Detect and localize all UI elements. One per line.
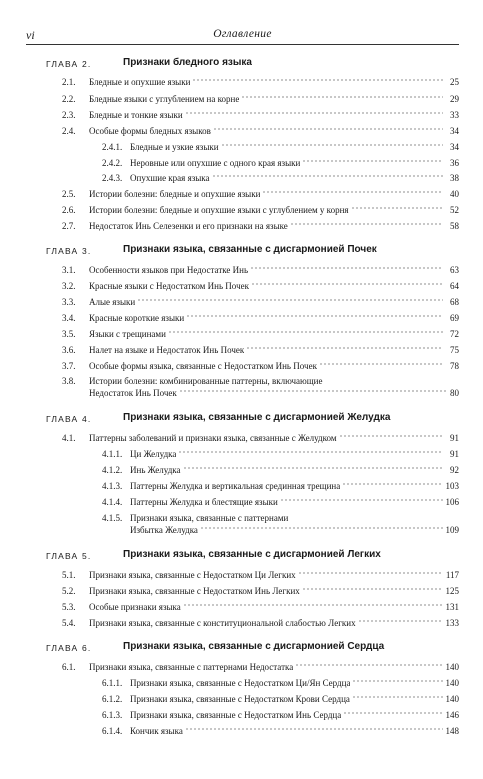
toc-subentry[interactable] xyxy=(102,678,459,692)
dot-leader xyxy=(352,694,443,700)
chapter-title: Признаки языка, связанные с дисгармонией Легких xyxy=(123,549,381,560)
entry-number: 2.4. xyxy=(62,126,76,136)
dot-leader xyxy=(213,126,443,132)
entry-page: 34 xyxy=(450,142,459,152)
entry-number: 4.1.1. xyxy=(102,449,123,459)
entry-title: Бледные и узкие языки xyxy=(130,142,219,152)
toc-subentry[interactable] xyxy=(102,726,459,740)
entry-title: Признаки языка, связанные с Недостатком Инь Сердца xyxy=(130,710,342,720)
chapter-label: ГЛАВА 2. xyxy=(46,59,92,69)
entry-page: 64 xyxy=(450,281,459,291)
entry-page: 131 xyxy=(445,602,459,612)
toc-entry[interactable] xyxy=(62,126,459,140)
entry-page: 38 xyxy=(450,173,459,183)
entry-title: Особые формы языка, связанные с Недостатком Инь Почек xyxy=(89,361,317,371)
toc-entry[interactable] xyxy=(62,662,459,676)
page-number: vi xyxy=(26,28,35,42)
toc-entry[interactable] xyxy=(62,375,459,401)
dot-leader xyxy=(298,570,443,576)
entry-number: 5.4. xyxy=(62,618,76,628)
chapter-label: ГЛАВА 3. xyxy=(46,246,92,256)
toc-entry[interactable] xyxy=(62,94,459,108)
entry-number: 2.2. xyxy=(62,94,76,104)
toc-entry[interactable] xyxy=(62,77,459,91)
entry-number: 3.7. xyxy=(62,361,76,371)
entry-number: 5.1. xyxy=(62,570,76,580)
dot-leader xyxy=(185,110,443,116)
toc-entry[interactable] xyxy=(62,221,459,235)
entry-page: 133 xyxy=(445,618,459,628)
toc-entry[interactable] xyxy=(62,433,459,447)
dot-leader xyxy=(290,221,443,227)
dot-leader xyxy=(339,433,443,439)
dot-leader xyxy=(352,678,443,684)
entry-number: 5.3. xyxy=(62,602,76,612)
entry-title: Паттерны заболеваний и признаки языка, связанные с Желудком xyxy=(89,433,337,443)
entry-title: Признаки языка, связанные с конституциональной слабостью Легких xyxy=(89,618,356,628)
toc-subentry[interactable] xyxy=(102,465,459,479)
dot-leader xyxy=(185,726,443,732)
entry-title: Признаки языка, связанные с Недостатком Ци Легких xyxy=(89,570,296,580)
toc-subentry[interactable] xyxy=(102,497,459,511)
chapter-title: Признаки языка, связанные с дисгармонией Желудка xyxy=(123,412,391,423)
entry-page: 148 xyxy=(445,726,459,736)
entry-title: Алые языки xyxy=(89,297,136,307)
entry-title-line2: Недостаток Инь Почек xyxy=(89,388,177,398)
dot-leader xyxy=(200,525,444,531)
entry-title: Языки с трещинами xyxy=(89,329,166,339)
chapter-label: ГЛАВА 5. xyxy=(46,551,92,561)
entry-title: Бледные языки с углублением на корне xyxy=(89,94,240,104)
dot-leader xyxy=(212,173,443,179)
entry-page: 80 xyxy=(450,388,459,398)
chapter-title: Признаки языка, связанные с дисгармонией Почек xyxy=(123,244,377,255)
dot-leader xyxy=(168,329,443,335)
toc-subentry[interactable] xyxy=(102,694,459,708)
entry-page: 69 xyxy=(450,313,459,323)
dot-leader xyxy=(221,142,443,148)
toc-subentry[interactable] xyxy=(102,710,459,724)
entry-number: 6.1.1. xyxy=(102,678,123,688)
entry-page: 52 xyxy=(450,205,459,215)
entry-number: 2.5. xyxy=(62,189,76,199)
entry-number: 3.6. xyxy=(62,345,76,355)
entry-title: Истории болезни: бледные и опухшие языки с углублением у корня xyxy=(89,205,349,215)
entry-number: 2.7. xyxy=(62,221,76,231)
entry-number: 3.3. xyxy=(62,297,76,307)
entry-title: Особенности языков при Недостатке Инь xyxy=(89,265,249,275)
toc-entry[interactable] xyxy=(62,570,459,584)
entry-number: 2.4.2. xyxy=(102,158,123,168)
running-title: Оглавление xyxy=(213,28,272,40)
toc-entry[interactable] xyxy=(62,586,459,600)
entry-page: 109 xyxy=(445,525,459,535)
toc-entry[interactable] xyxy=(62,281,459,295)
toc-entry[interactable] xyxy=(62,313,459,327)
entry-number: 5.2. xyxy=(62,586,76,596)
entry-page: 63 xyxy=(450,265,459,275)
dot-leader xyxy=(358,618,443,624)
entry-title: Недостаток Инь Селезенки и его признаки на языке xyxy=(89,221,288,231)
chapter-heading[interactable] xyxy=(46,57,459,73)
entry-page: 33 xyxy=(450,110,459,120)
chapter-heading[interactable] xyxy=(46,549,459,565)
entry-number: 3.8. xyxy=(62,376,76,386)
entry-title: Истории болезни: бледные и опухшие языки xyxy=(89,189,261,199)
toc-subentry[interactable] xyxy=(102,158,459,172)
entry-number: 4.1.3. xyxy=(102,481,123,491)
entry-number: 4.1.5. xyxy=(102,513,123,523)
entry-title: Бледные и тонкие языки xyxy=(89,110,183,120)
entry-title: Особые признаки языка xyxy=(89,602,181,612)
entry-page: 75 xyxy=(450,345,459,355)
entry-number: 3.2. xyxy=(62,281,76,291)
entry-page: 34 xyxy=(450,126,459,136)
dot-leader xyxy=(302,158,443,164)
dot-leader xyxy=(178,449,443,455)
dot-leader xyxy=(250,265,443,271)
entry-number: 3.4. xyxy=(62,313,76,323)
entry-title: Бледные и опухшие языки xyxy=(89,77,191,87)
running-header xyxy=(26,28,459,45)
entry-title: Опухшие края языка xyxy=(130,173,210,183)
toc-entry[interactable] xyxy=(62,110,459,124)
entry-title-line2: Избытка Желудка xyxy=(130,525,198,535)
entry-title: Красные короткие языки xyxy=(89,313,185,323)
chapter-heading[interactable] xyxy=(46,244,459,260)
dot-leader xyxy=(183,465,443,471)
toc-subentry[interactable] xyxy=(102,449,459,463)
entry-page: 25 xyxy=(450,77,459,87)
entry-page: 91 xyxy=(450,449,459,459)
toc-entry[interactable] xyxy=(62,297,459,311)
entry-number: 2.4.1. xyxy=(102,142,123,152)
entry-page: 106 xyxy=(445,497,459,507)
dot-leader xyxy=(343,710,443,716)
toc-subentry[interactable] xyxy=(102,173,459,187)
entry-title: Паттерны Желудка и вертикальная срединная трещина xyxy=(130,481,341,491)
entry-page: 140 xyxy=(445,678,459,688)
entry-page: 125 xyxy=(445,586,459,596)
entry-number: 6.1.4. xyxy=(102,726,123,736)
chapter-label: ГЛАВА 4. xyxy=(46,414,92,424)
entry-number: 2.1. xyxy=(62,77,76,87)
toc-entry[interactable] xyxy=(62,265,459,279)
entry-title: Признаки языка, связанные с паттернами Недостатка xyxy=(89,662,294,672)
entry-title: Кончик языка xyxy=(130,726,183,736)
entry-number: 3.1. xyxy=(62,265,76,275)
entry-page: 92 xyxy=(450,465,459,475)
entry-page: 117 xyxy=(445,570,459,580)
entry-title: Ци Желудка xyxy=(130,449,177,459)
entry-page: 68 xyxy=(450,297,459,307)
dot-leader xyxy=(192,77,443,83)
toc-entry[interactable] xyxy=(62,345,459,359)
entry-number: 6.1.2. xyxy=(102,694,123,704)
dot-leader xyxy=(262,189,443,195)
entry-number: 2.4.3. xyxy=(102,173,123,183)
entry-title: Признаки языка, связанные с Недостатком Ци/Ян Сердца xyxy=(130,678,351,688)
toc-entry[interactable] xyxy=(62,189,459,203)
entry-number: 4.1.4. xyxy=(102,497,123,507)
toc-entry[interactable] xyxy=(62,361,459,375)
entry-page: 91 xyxy=(450,433,459,443)
entry-page: 29 xyxy=(450,94,459,104)
entry-page: 146 xyxy=(445,710,459,720)
toc-entry[interactable] xyxy=(62,205,459,219)
entry-title: Паттерны Желудка и блестящие языки xyxy=(130,497,278,507)
entry-page: 78 xyxy=(450,361,459,371)
dot-leader xyxy=(295,662,443,668)
entry-page: 140 xyxy=(445,662,459,672)
entry-title: Инь Желудка xyxy=(130,465,181,475)
toc-entry[interactable] xyxy=(62,329,459,343)
dot-leader xyxy=(137,297,443,303)
entry-number: 3.5. xyxy=(62,329,76,339)
entry-number: 6.1.3. xyxy=(102,710,123,720)
toc-entry[interactable] xyxy=(62,602,459,616)
chapter-heading[interactable] xyxy=(46,641,459,657)
dot-leader xyxy=(179,388,448,394)
toc-subentry[interactable] xyxy=(102,512,459,538)
toc-subentry[interactable] xyxy=(102,142,459,156)
dot-leader xyxy=(280,497,443,503)
dot-leader xyxy=(342,481,443,487)
entry-number: 4.1. xyxy=(62,433,76,443)
dot-leader xyxy=(251,281,443,287)
entry-number: 6.1. xyxy=(62,662,76,672)
entry-title: Особые формы бледных языков xyxy=(89,126,211,136)
toc-entry[interactable] xyxy=(62,618,459,632)
entry-title: Признаки языка, связанные с Недостатком Крови Сердца xyxy=(130,694,350,704)
entry-title: Налет на языке и Недостаток Инь Почек xyxy=(89,345,245,355)
entry-title-line1: Признаки языка, связанные с паттернами xyxy=(130,513,289,523)
entry-number: 4.1.2. xyxy=(102,465,123,475)
entry-page: 36 xyxy=(450,158,459,168)
chapter-title: Признаки языка, связанные с дисгармонией Сердца xyxy=(123,641,385,652)
entry-title: Признаки языка, связанные с Недостатком Инь Легких xyxy=(89,586,300,596)
entry-title: Красные языки с Недостатком Инь Почек xyxy=(89,281,249,291)
entry-page: 58 xyxy=(450,221,459,231)
entry-number: 2.3. xyxy=(62,110,76,120)
entry-page: 72 xyxy=(450,329,459,339)
entry-title-line1: Истории болезни: комбинированные паттерны, включающие xyxy=(89,376,323,386)
entry-page: 103 xyxy=(445,481,459,491)
chapter-title: Признаки бледного языка xyxy=(123,57,252,68)
toc-subentry[interactable] xyxy=(102,481,459,495)
entry-page: 40 xyxy=(450,189,459,199)
dot-leader xyxy=(351,205,443,211)
dot-leader xyxy=(319,361,443,367)
dot-leader xyxy=(246,345,443,351)
entry-number: 2.6. xyxy=(62,205,76,215)
dot-leader xyxy=(241,94,443,100)
dot-leader xyxy=(302,586,443,592)
entry-page: 140 xyxy=(445,694,459,704)
chapter-label: ГЛАВА 6. xyxy=(46,643,92,653)
dot-leader xyxy=(186,313,443,319)
chapter-heading[interactable] xyxy=(46,412,459,428)
dot-leader xyxy=(183,602,443,608)
entry-title: Неровные или опухшие с одного края языки xyxy=(130,158,301,168)
